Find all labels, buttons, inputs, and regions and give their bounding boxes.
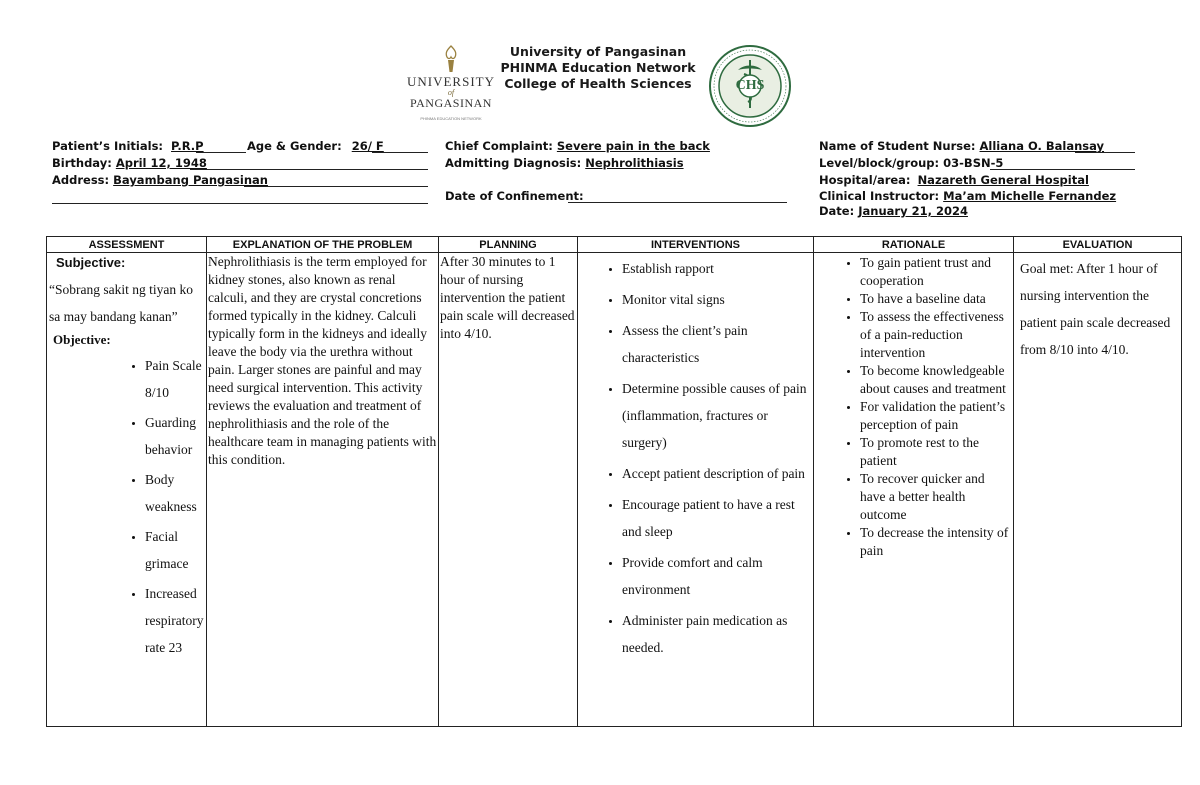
list-item: • Guarding behavior: [145, 409, 206, 463]
rationale-list: [814, 254, 1013, 560]
list-item: • Increased respiratory rate 23: [145, 580, 206, 661]
age-gender-row: [247, 138, 384, 155]
list-item: • To become knowledgeable about causes and treatment: [860, 362, 1013, 398]
instructor-value: Ma’am Michelle Fernandez: [943, 189, 1117, 203]
student-label: Name of Student Nurse:: [819, 139, 976, 153]
chief-complaint-row: [445, 138, 710, 155]
age-gender-value: 26/ F: [351, 139, 384, 153]
explanation-text: Nephrolithiasis is the term employed for kidney stones, also known as renal calculi, and they are crystal concretions formed typically in the kidney. Calculi typically form in the kidneys and ideally leave the body via the urethra without pain. Larger stones are painful and may need surgical intervention. This activity reviews the evaluation and treatment of nephrolithiasis and the role of the healthcare team in managing patients with this condition.: [208, 254, 437, 467]
logo-word-pangasinan: PANGASINAN: [410, 96, 492, 110]
date-row: [819, 203, 968, 220]
list-item: • Pain Scale 8/10: [145, 352, 206, 406]
evaluation-cell: [1014, 253, 1182, 727]
list-item: • Provide comfort and calm environment: [622, 549, 813, 603]
initials-value: P.R.P: [171, 139, 204, 153]
objective-heading: Objective:: [53, 332, 111, 347]
header-assessment: ASSESSMENT: [47, 237, 207, 253]
student-nurse-row: [819, 138, 1104, 155]
header-planning: PLANNING: [439, 237, 578, 253]
interventions-cell: [578, 253, 814, 727]
list-item: • Determine possible causes of pain (inflammation, fractures or surgery): [622, 375, 813, 456]
institution-heading: [498, 44, 698, 92]
birthday-row: [52, 155, 207, 172]
confinement-row: [445, 188, 584, 205]
logo-word-phinma: PHINMA EDUCATION NETWORK: [420, 116, 482, 121]
explanation-cell: [207, 253, 439, 727]
date-value: January 21, 2024: [858, 204, 968, 218]
logo-word-university: UNIVERSITY: [407, 74, 495, 89]
header-rationale: RATIONALE: [814, 237, 1014, 253]
network-name: PHINMA Education Network: [500, 60, 696, 75]
confinement-label: Date of Confinement:: [445, 189, 584, 203]
assessment-cell: [47, 253, 207, 727]
seal-text: CHS: [735, 78, 765, 93]
admitting-diagnosis-row: [445, 155, 684, 172]
age-gender-label: Age & Gender:: [247, 139, 342, 153]
subjective-heading: Subjective:: [56, 255, 126, 270]
address-label: Address:: [52, 173, 110, 187]
list-item: • Encourage patient to have a rest and sleep: [622, 491, 813, 545]
planning-text: After 30 minutes to 1 hour of nursing intervention the patient pain scale will decreased into 4/10.: [440, 254, 575, 341]
diagnosis-label: Admitting Diagnosis:: [445, 156, 582, 170]
chief-complaint-value: Severe pain in the back: [556, 139, 710, 153]
table-header-row: [47, 237, 1182, 253]
list-item: • Administer pain medication as needed.: [622, 607, 813, 661]
list-item: • Body weakness: [145, 466, 206, 520]
header-interventions: INTERVENTIONS: [578, 237, 814, 253]
rationale-cell: [814, 253, 1014, 727]
chief-complaint-label: Chief Complaint:: [445, 139, 553, 153]
list-item: • Assess the client’s pain characteristics: [622, 317, 813, 371]
birthday-label: Birthday:: [52, 156, 112, 170]
address-row: [52, 172, 268, 189]
hospital-value: Nazareth General Hospital: [917, 173, 1089, 187]
level-row: [819, 155, 1003, 172]
initials-label: Patient’s Initials:: [52, 139, 164, 153]
patient-initials-row: [52, 138, 204, 155]
list-item: • To gain patient trust and cooperation: [860, 254, 1013, 290]
objective-list: [47, 352, 206, 661]
nursing-care-plan-table: [46, 236, 1182, 727]
instructor-label: Clinical Instructor:: [819, 189, 940, 203]
subjective-text: “Sobrang sakit ng tiyan ko sa may bandang kanan”: [49, 282, 193, 324]
university-logo: [405, 44, 497, 130]
list-item: • Monitor vital signs: [622, 286, 813, 313]
list-item: • To assess the effectiveness of a pain-reduction intervention: [860, 308, 1013, 362]
birthday-value: April 12, 1948: [115, 156, 207, 170]
list-item: • Facial grimace: [145, 523, 206, 577]
evaluation-text: Goal met: After 1 hour of nursing intervention the patient pain scale decreased from 8/10 into 4/10.: [1020, 261, 1171, 357]
planning-cell: [439, 253, 578, 727]
header-explanation: EXPLANATION OF THE PROBLEM: [207, 237, 439, 253]
level-label: Level/block/group:: [819, 156, 940, 170]
list-item: • To recover quicker and have a better health outcome: [860, 470, 1013, 524]
logo-word-of: of: [447, 88, 455, 97]
college-name: College of Health Sciences: [504, 76, 692, 91]
hospital-row: [819, 172, 1089, 189]
diagnosis-value: Nephrolithiasis: [585, 156, 684, 170]
header-evaluation: EVALUATION: [1014, 237, 1182, 253]
list-item: • Accept patient description of pain: [622, 460, 813, 487]
list-item: • To promote rest to the patient: [860, 434, 1013, 470]
chs-seal: [708, 44, 792, 128]
list-item: • To have a baseline data: [860, 290, 1013, 308]
list-item: • Establish rapport: [622, 255, 813, 282]
list-item: • For validation the patient’s perception of pain: [860, 398, 1013, 434]
university-name: University of Pangasinan: [509, 44, 687, 59]
list-item: • To decrease the intensity of pain: [860, 524, 1013, 560]
torch-emblem-icon: [439, 44, 463, 74]
hospital-label: Hospital/area:: [819, 173, 911, 187]
level-value: 03-BSN-5: [943, 156, 1004, 170]
address-value: Bayambang Pangasinan: [113, 173, 268, 187]
table-row: [47, 253, 1182, 727]
interventions-list: [578, 255, 813, 661]
date-label: Date:: [819, 204, 855, 218]
student-value: Alliana O. Balansay: [979, 139, 1105, 153]
